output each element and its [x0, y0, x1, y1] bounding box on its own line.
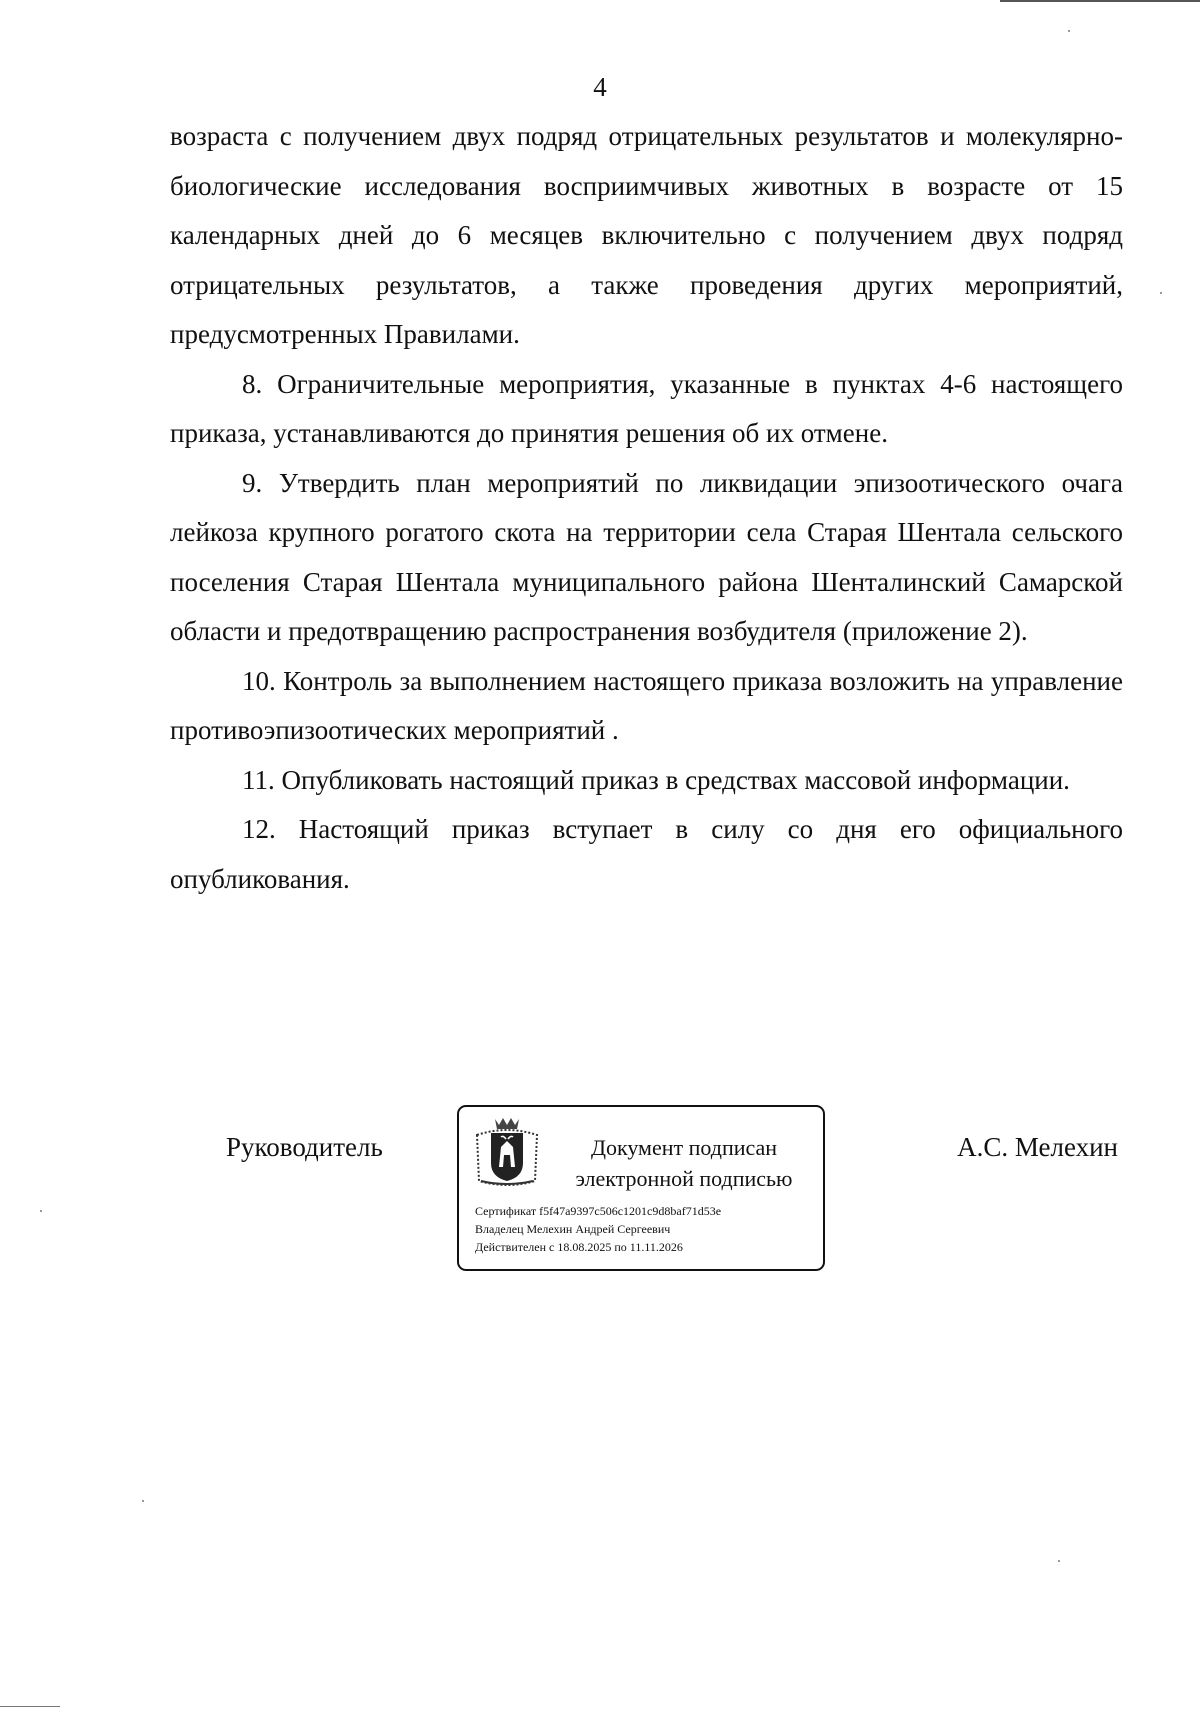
signer-position: Руководитель: [226, 1132, 383, 1162]
signer-name: А.С. Мелехин: [957, 1132, 1118, 1162]
scan-speck: [142, 1500, 144, 1502]
top-edge-line: [1000, 0, 1200, 2]
esign-owner: Владелец Мелехин Андрей Сергеевич: [475, 1222, 671, 1236]
scan-speck: [1068, 30, 1070, 32]
esign-certificate: Сертификат f5f47a9397c506c1201c9d8baf71d53e: [475, 1204, 722, 1218]
paragraph-item-9: 9. Утвердить план мероприятий по ликвидации эпизоотического очага лейкоза крупного рогатого скота на территории села Старая Шентала сельского поселения Старая Шентала муниципального района Шенталинский Самарской области и предотвращению распространения возбудителя (приложение 2).: [170, 467, 1123, 646]
bottom-edge-mark: [0, 1706, 60, 1707]
paragraph-item-10: 10. Контроль за выполнением настоящего приказа возложить на управление противоэпизоотических мероприятий .: [170, 665, 1123, 745]
esign-title-line1: Документ подписан: [590, 1135, 778, 1160]
samara-coat-of-arms-icon: [473, 1115, 541, 1189]
paragraph-continuation: возраста с получением двух подряд отрицательных результатов и молекулярно-биологические исследования восприимчивых животных в возрасте от 15 календарных дней до 6 месяцев включительно с получением двух подряд отрицательных результатов, а также проведения других мероприятий, предусмотренных Правилами.: [170, 121, 1123, 349]
electronic-signature-stamp: [457, 1105, 825, 1271]
scan-speck: [1058, 1560, 1060, 1562]
paragraph-item-8: 8. Ограничительные мероприятия, указанные в пунктах 4-6 настоящего приказа, устанавливаются до принятия решения об их отмене.: [170, 368, 1123, 448]
scan-speck: [1160, 292, 1162, 294]
paragraph-item-11: 11. Опубликовать настоящий приказ в средствах массовой информации.: [242, 764, 1070, 795]
document-body: [170, 112, 1123, 904]
paragraph-item-12: 12. Настоящий приказ вступает в силу со дня его официального опубликования.: [170, 814, 1123, 894]
esign-title-line2: электронной подписью: [575, 1166, 793, 1191]
esign-title: [549, 1132, 819, 1194]
esign-validity: Действителен с 18.08.2025 по 11.11.2026: [475, 1240, 683, 1254]
page-number: 4: [593, 72, 607, 102]
esign-details: [475, 1202, 721, 1256]
signature-block: [0, 1105, 1200, 1285]
